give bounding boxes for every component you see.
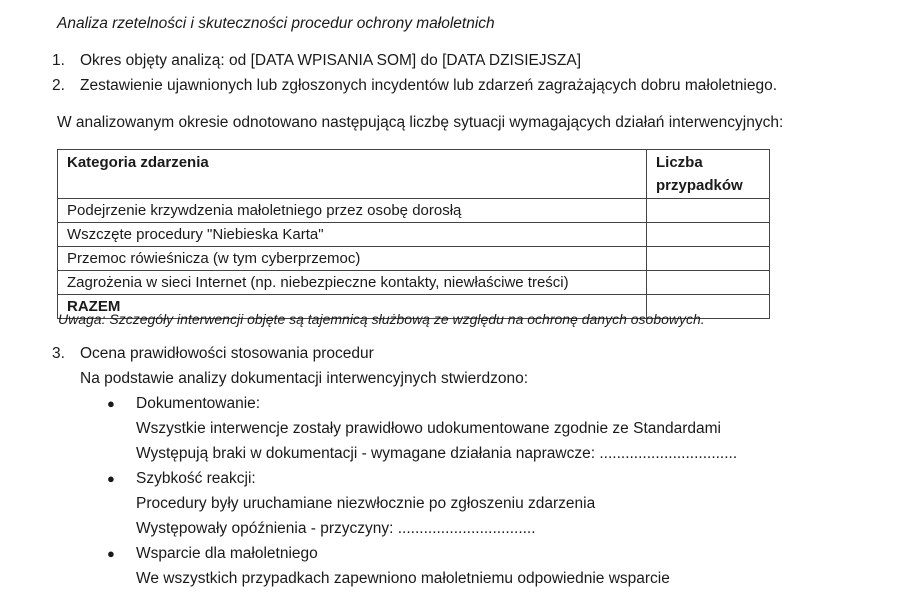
table-note: Uwaga: Szczegóły interwencji objęte są tajemnicą służbową ze względu na ochronę danych osobowych.: [58, 311, 705, 327]
cell-count[interactable]: [647, 223, 770, 247]
header-category: Kategoria zdarzenia: [58, 150, 647, 199]
table-row: [58, 247, 770, 271]
cell-category: Zagrożenia w sieci Internet (np. niebezpieczne kontakty, niewłaściwe treści): [58, 271, 647, 295]
bullet-label: Szybkość reakcji:: [136, 470, 256, 487]
bullet-documentation: [107, 395, 260, 413]
bullet-icon: ●: [107, 471, 115, 486]
bullet-icon: ●: [107, 396, 115, 411]
table-row: [58, 271, 770, 295]
bullet-label: Wsparcie dla małoletniego: [136, 545, 318, 562]
list-item-summary: [52, 77, 777, 95]
table-row: [58, 223, 770, 247]
bullet-icon: ●: [107, 546, 115, 561]
bullet-line: Wszystkie interwencje zostały prawidłowo udokumentowane zgodnie ze Standardami: [136, 420, 721, 437]
cell-count[interactable]: [647, 271, 770, 295]
document-title: Analiza rzetelności i skuteczności procedur ochrony małoletnich: [57, 15, 495, 32]
bullet-line: Występują braki w dokumentacji - wymagane działania naprawcze: ................................: [136, 445, 738, 462]
cell-category: Wszczęte procedury "Niebieska Karta": [58, 223, 647, 247]
bullet-line: Procedury były uruchamiane niezwłocznie po zgłoszeniu zdarzenia: [136, 495, 596, 512]
bullet-line: We wszystkich przypadkach zapewniono małoletniemu odpowiednie wsparcie: [136, 570, 670, 587]
list-text: Okres objęty analizą: od [DATA WPISANIA SOM] do [DATA DZISIEJSZA]: [80, 52, 582, 69]
section-3-intro: Na podstawie analizy dokumentacji interwencyjnych stwierdzono:: [80, 370, 529, 387]
list-item-period: [52, 52, 581, 70]
bullet-support: [107, 545, 318, 563]
table-row: [58, 199, 770, 223]
header-count: Liczba przypadków: [647, 150, 770, 199]
cell-total-label: RAZEM: [58, 295, 647, 319]
cell-category: Podejrzenie krzywdzenia małoletniego przez osobę dorosłą: [58, 199, 647, 223]
bullet-label: Dokumentowanie:: [136, 395, 261, 412]
bullet-line: Występowały opóźnienia - przyczyny: ................................: [136, 520, 536, 537]
list-number: 2.: [52, 77, 65, 94]
list-text: Zestawienie ujawnionych lub zgłoszonych incydentów lub zdarzeń zagrażających dobru małoletniego.: [80, 77, 778, 94]
incidents-table: [57, 149, 770, 319]
section-3-heading: [52, 345, 374, 363]
section-title: Ocena prawidłowości stosowania procedur: [80, 345, 374, 362]
cell-count[interactable]: [647, 247, 770, 271]
list-number: 3.: [52, 345, 65, 362]
table-header-row: [58, 150, 770, 199]
cell-count[interactable]: [647, 199, 770, 223]
bullet-reaction-speed: [107, 470, 256, 488]
intro-paragraph: W analizowanym okresie odnotowano następującą liczbę sytuacji wymagających działań interwencyjnych:: [57, 114, 784, 131]
cell-category: Przemoc rówieśnicza (w tym cyberprzemoc): [58, 247, 647, 271]
list-number: 1.: [52, 52, 65, 69]
